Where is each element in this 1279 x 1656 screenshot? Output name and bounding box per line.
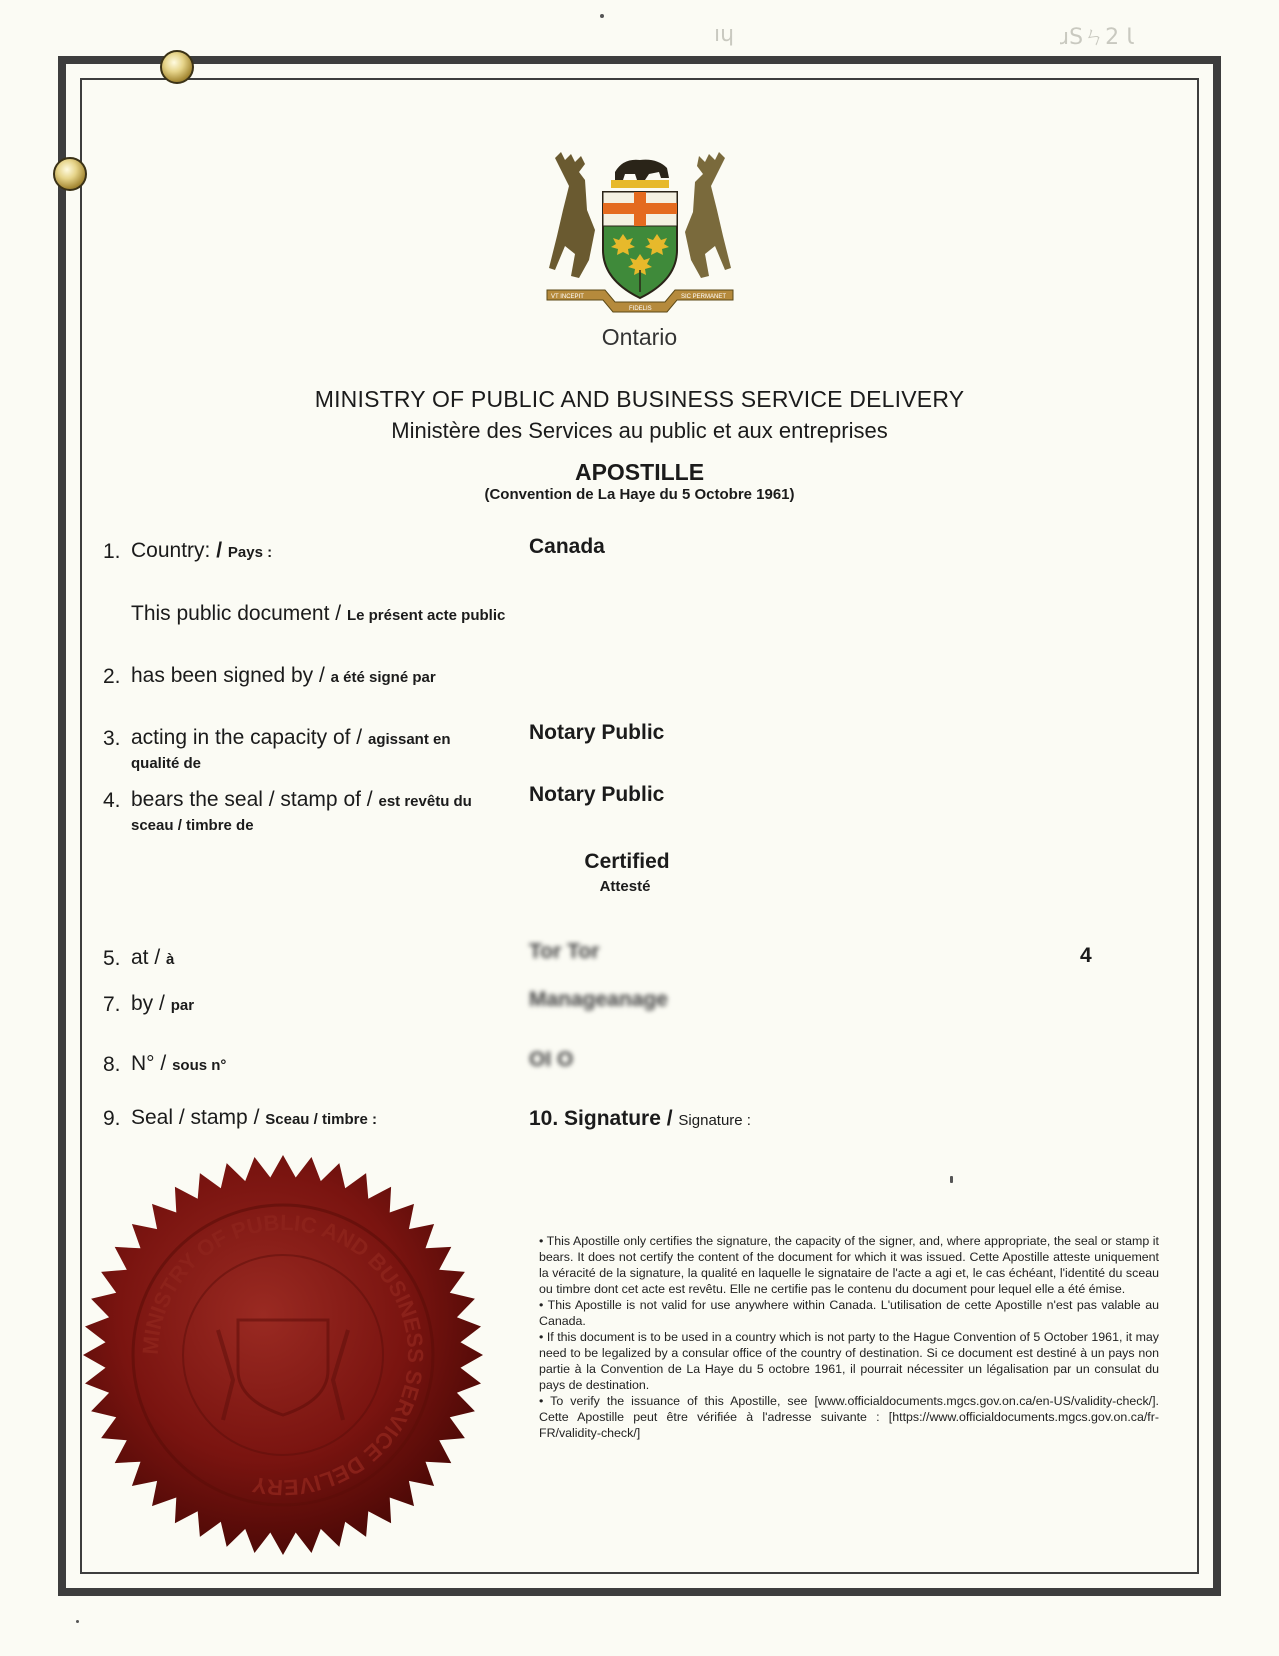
field-number: 3.	[103, 727, 121, 750]
field-number: 2.	[103, 665, 121, 688]
ontario-coat-of-arms-icon	[545, 150, 735, 320]
seal-text: MINISTRY OF PUBLIC AND BUSINESS SERVICE DELIVERY	[137, 1209, 429, 1501]
speck	[950, 1176, 953, 1183]
motto-left: VT INCEPIT	[551, 294, 584, 300]
seal-of-label: bears the seal / stamp of / est revêtu du sceau / timbre de	[131, 788, 472, 834]
at-label: at / à	[131, 946, 175, 969]
seal-label: Seal / stamp / Sceau / timbre :	[131, 1106, 377, 1129]
note-paragraph: • To verify the issuance of this Apostille, see [www.officialdocuments.mgcs.gov.on.ca/en-US/validity-check/]. Cette Apostille peut être vérifiée à l'adresse suivante : [https://www.officialdocuments.mgcs.gov.on.ca/fr-FR/validity-check/]	[539, 1394, 1159, 1440]
by-label: by / par	[131, 992, 195, 1015]
grommet-top	[160, 50, 194, 84]
country-value: Canada	[529, 535, 605, 558]
number-label: N° / sous n°	[131, 1052, 227, 1075]
ministry-name-en: MINISTRY OF PUBLIC AND BUSINESS SERVICE DELIVERY	[314, 386, 965, 412]
capacity-value: Notary Public	[529, 721, 665, 744]
grommet-left	[53, 157, 87, 191]
convention-subtitle: (Convention de La Haye du 5 Octobre 1961)	[484, 486, 795, 503]
apostille-notes	[539, 1233, 1159, 1441]
speck	[600, 14, 604, 18]
note-paragraph: • If this document is to be used in a country which is not party to the Hague Convention of 5 October 1961, it may need to be legalized by a consular office of the country of destination. Si ce document est destiné à un pays non partie à la Convention de La Haye du 5 octobre 1961, il pourrait nécessiter un légalisation par un consulat du pays de destination.	[539, 1330, 1159, 1392]
motto-right: SIC PERMANET	[681, 294, 727, 300]
at-value: Tor Tor	[529, 940, 600, 963]
certified-heading: Certified	[584, 850, 670, 873]
scan-mark-top: ıɥ	[714, 22, 735, 47]
signature-label: 10. Signature / Signature :	[529, 1107, 751, 1130]
country-label: Country: / Pays :	[131, 539, 273, 562]
public-document-label: This public document / Le présent acte public	[131, 602, 506, 625]
document-title: APOSTILLE	[574, 459, 705, 485]
field-number: 9.	[103, 1107, 121, 1130]
motto-center: FIDELIS	[629, 306, 652, 312]
embossed-seal-icon	[78, 1150, 488, 1560]
capacity-label: acting in the capacity of / agissant en qualité de	[131, 726, 451, 772]
number-value: OI O	[529, 1048, 574, 1071]
region-name: Ontario	[601, 324, 678, 350]
scan-mark-top-right: ɹSㄣ2 Ɩ	[1060, 25, 1134, 50]
field-number: 4.	[103, 789, 121, 812]
signed-by-label: has been signed by / a été signé par	[131, 664, 436, 687]
field-number: 1.	[103, 540, 121, 563]
note-paragraph: • This Apostille only certifies the signature, the capacity of the signer, and, where appropriate, the seal or stamp it bears. It does not certify the content of the document for which it was issued. Cette Apostille atteste uniquement la véracité de la signature, la qualité en laquelle le signataire de l'acte a agi et, le cas échéant, l'identité du sceau ou timbre dont cet acte est revêtu. Elle ne certifie pas le contenu du document pour lequel elle a été émise.	[539, 1234, 1159, 1296]
attested-heading: Attesté	[599, 878, 651, 895]
field-number: 5.	[103, 947, 121, 970]
field-number: 8.	[103, 1053, 121, 1076]
speck	[76, 1620, 79, 1623]
field-number: 7.	[103, 993, 121, 1016]
seal-of-value: Notary Public	[529, 783, 665, 806]
ministry-name-fr: Ministère des Services au public et aux entreprises	[391, 418, 888, 443]
note-paragraph: • This Apostille is not valid for use anywhere within Canada. L'utilisation de cette Apostille n'est pas valable au Canada.	[539, 1298, 1159, 1328]
date-fragment: 4	[1080, 944, 1092, 967]
by-value: Manageanage	[529, 988, 668, 1011]
